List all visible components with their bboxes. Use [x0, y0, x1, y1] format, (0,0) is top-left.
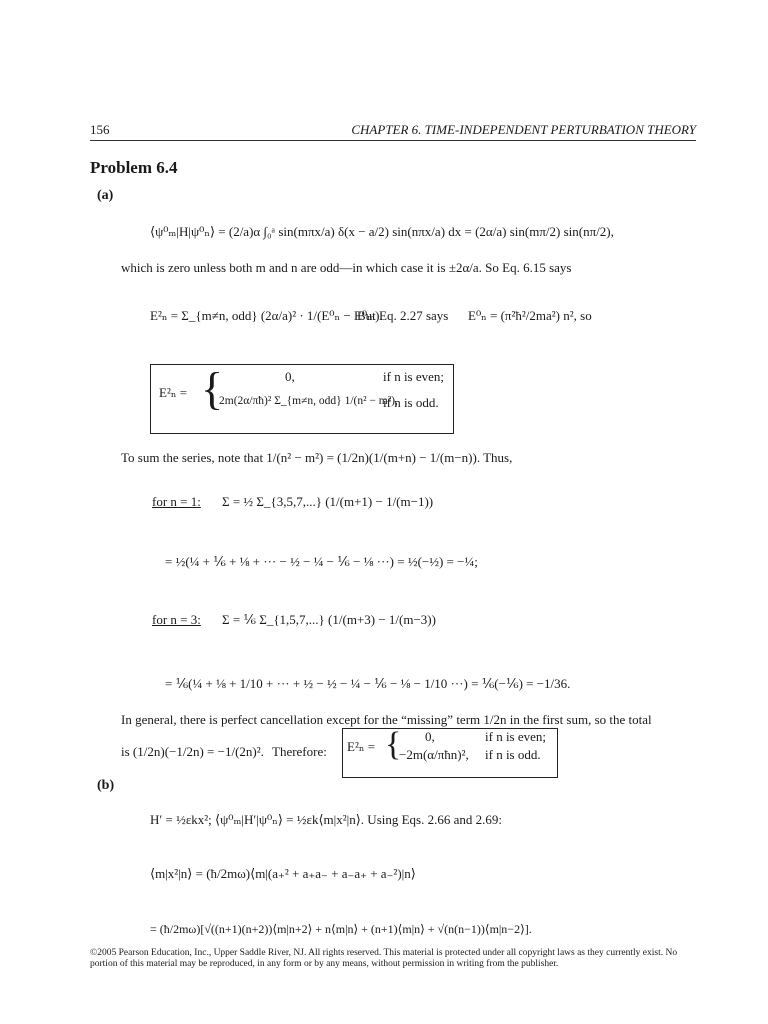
text-therefore: Therefore: [272, 744, 327, 759]
paragraph-sum-series: To sum the series, note that 1/(n² − m²) = (1/2n)(1/(m+n) − 1/(m−n)). Thus, [121, 450, 513, 465]
copyright-notice: ©2005 Pearson Education, Inc., Upper Saddle River, NJ. All rights reserved. This material is protected under all copyright laws as they currently exist. No portion of this material may be reproduced, in any form or by any means, without permission in writing from the publisher. [90, 948, 678, 969]
chapter-title: CHAPTER 6. TIME-INDEPENDENT PERTURBATION THEORY [351, 122, 696, 137]
left-brace: { [201, 363, 224, 414]
box1-row2-condition: if n is odd. [383, 395, 439, 410]
box1-row1-value: 0, [285, 369, 295, 384]
equation-x-squared: ⟨m|x²|n⟩ = (ħ/2mω)⟨m|(a₊² + a₊a₋ + a₋a₊ + a₋²)|n⟩ [150, 866, 416, 881]
box2-lhs: E²ₙ = [347, 739, 376, 754]
paragraph-zero-unless: which is zero unless both m and n are odd—in which case it is ±2α/a. So Eq. 6.15 says [121, 260, 572, 275]
box2-row1-value: 0, [425, 729, 435, 744]
equation-n1-result: = ½(¼ + ⅙ + ⅛ + ··· − ½ − ¼ − ⅙ − ⅛ ···) = ½(−½) = −¼; [165, 554, 478, 569]
result-box-general [150, 364, 454, 434]
page-number: 156 [90, 122, 110, 137]
box1-row1-condition: if n is even; [383, 369, 445, 384]
text-but-eq: But Eq. 2.27 says [357, 308, 449, 323]
equation-n3-sum: Σ = ⅙ Σ_{1,5,7,...} (1/(m+3) − 1/(m−3)) [222, 612, 436, 627]
equation-second-order: E²ₙ = Σ_{m≠n, odd} (2α/a)² · 1/(E⁰ₙ − E⁰ₘ). [150, 308, 383, 323]
box2-row2-value: −2m(α/πħn)², [399, 747, 469, 762]
part-b-label: (b) [97, 778, 115, 793]
header-rule [90, 140, 696, 141]
equation-total: is (1/2n)(−1/2n) = −1/(2n)². [121, 744, 264, 759]
equation-n3-result: = ⅙(¼ + ⅛ + 1/10 + ··· + ½ − ½ − ¼ − ⅙ − ⅛ − 1/10 ···) = ⅙(−⅙) = −1/36. [165, 676, 571, 691]
result-box-final [342, 728, 558, 778]
box2-row2-condition: if n is odd. [485, 747, 541, 762]
equation-n1-sum: Σ = ½ Σ_{3,5,7,...} (1/(m+1) − 1/(m−1)) [222, 494, 434, 509]
equation-matrix-element: ⟨ψ⁰ₘ|H|ψ⁰ₙ⟩ = (2/a)α ∫₀ᵃ sin(mπx/a) δ(x − a/2) sin(nπx/a) dx = (2α/a) sin(mπ/2) sin(nπ/2), [150, 224, 614, 239]
box1-row2-value: 2m(2α/πħ)² Σ_{m≠n, odd} 1/(n² − m²), [219, 395, 398, 407]
box1-lhs: E²ₙ = [159, 385, 188, 400]
label-for-n1: for n = 1: [152, 494, 201, 509]
box2-row1-condition: if n is even; [485, 729, 547, 744]
equation-x-squared-expanded: = (ħ/2mω)[√((n+1)(n+2))⟨m|n+2⟩ + n⟨m|n⟩ + (n+1)⟨m|n⟩ + √(n(n−1))⟨m|n−2⟩]. [150, 922, 532, 936]
equation-perturbation-b: H′ = ½εkx²; ⟨ψ⁰ₘ|H′|ψ⁰ₙ⟩ = ½εk⟨m|x²|n⟩. Using Eqs. 2.66 and 2.69: [150, 812, 502, 827]
part-a-label: (a) [97, 188, 114, 203]
equation-unperturbed-energy: E⁰ₙ = (π²ħ²/2ma²) n², so [468, 308, 592, 323]
paragraph-general: In general, there is perfect cancellation except for the “missing” term 1/2n in the first sum, so the total [121, 712, 652, 727]
label-for-n3: for n = 3: [152, 612, 201, 627]
problem-title: Problem 6.4 [90, 158, 178, 177]
left-brace-2: { [385, 726, 402, 763]
